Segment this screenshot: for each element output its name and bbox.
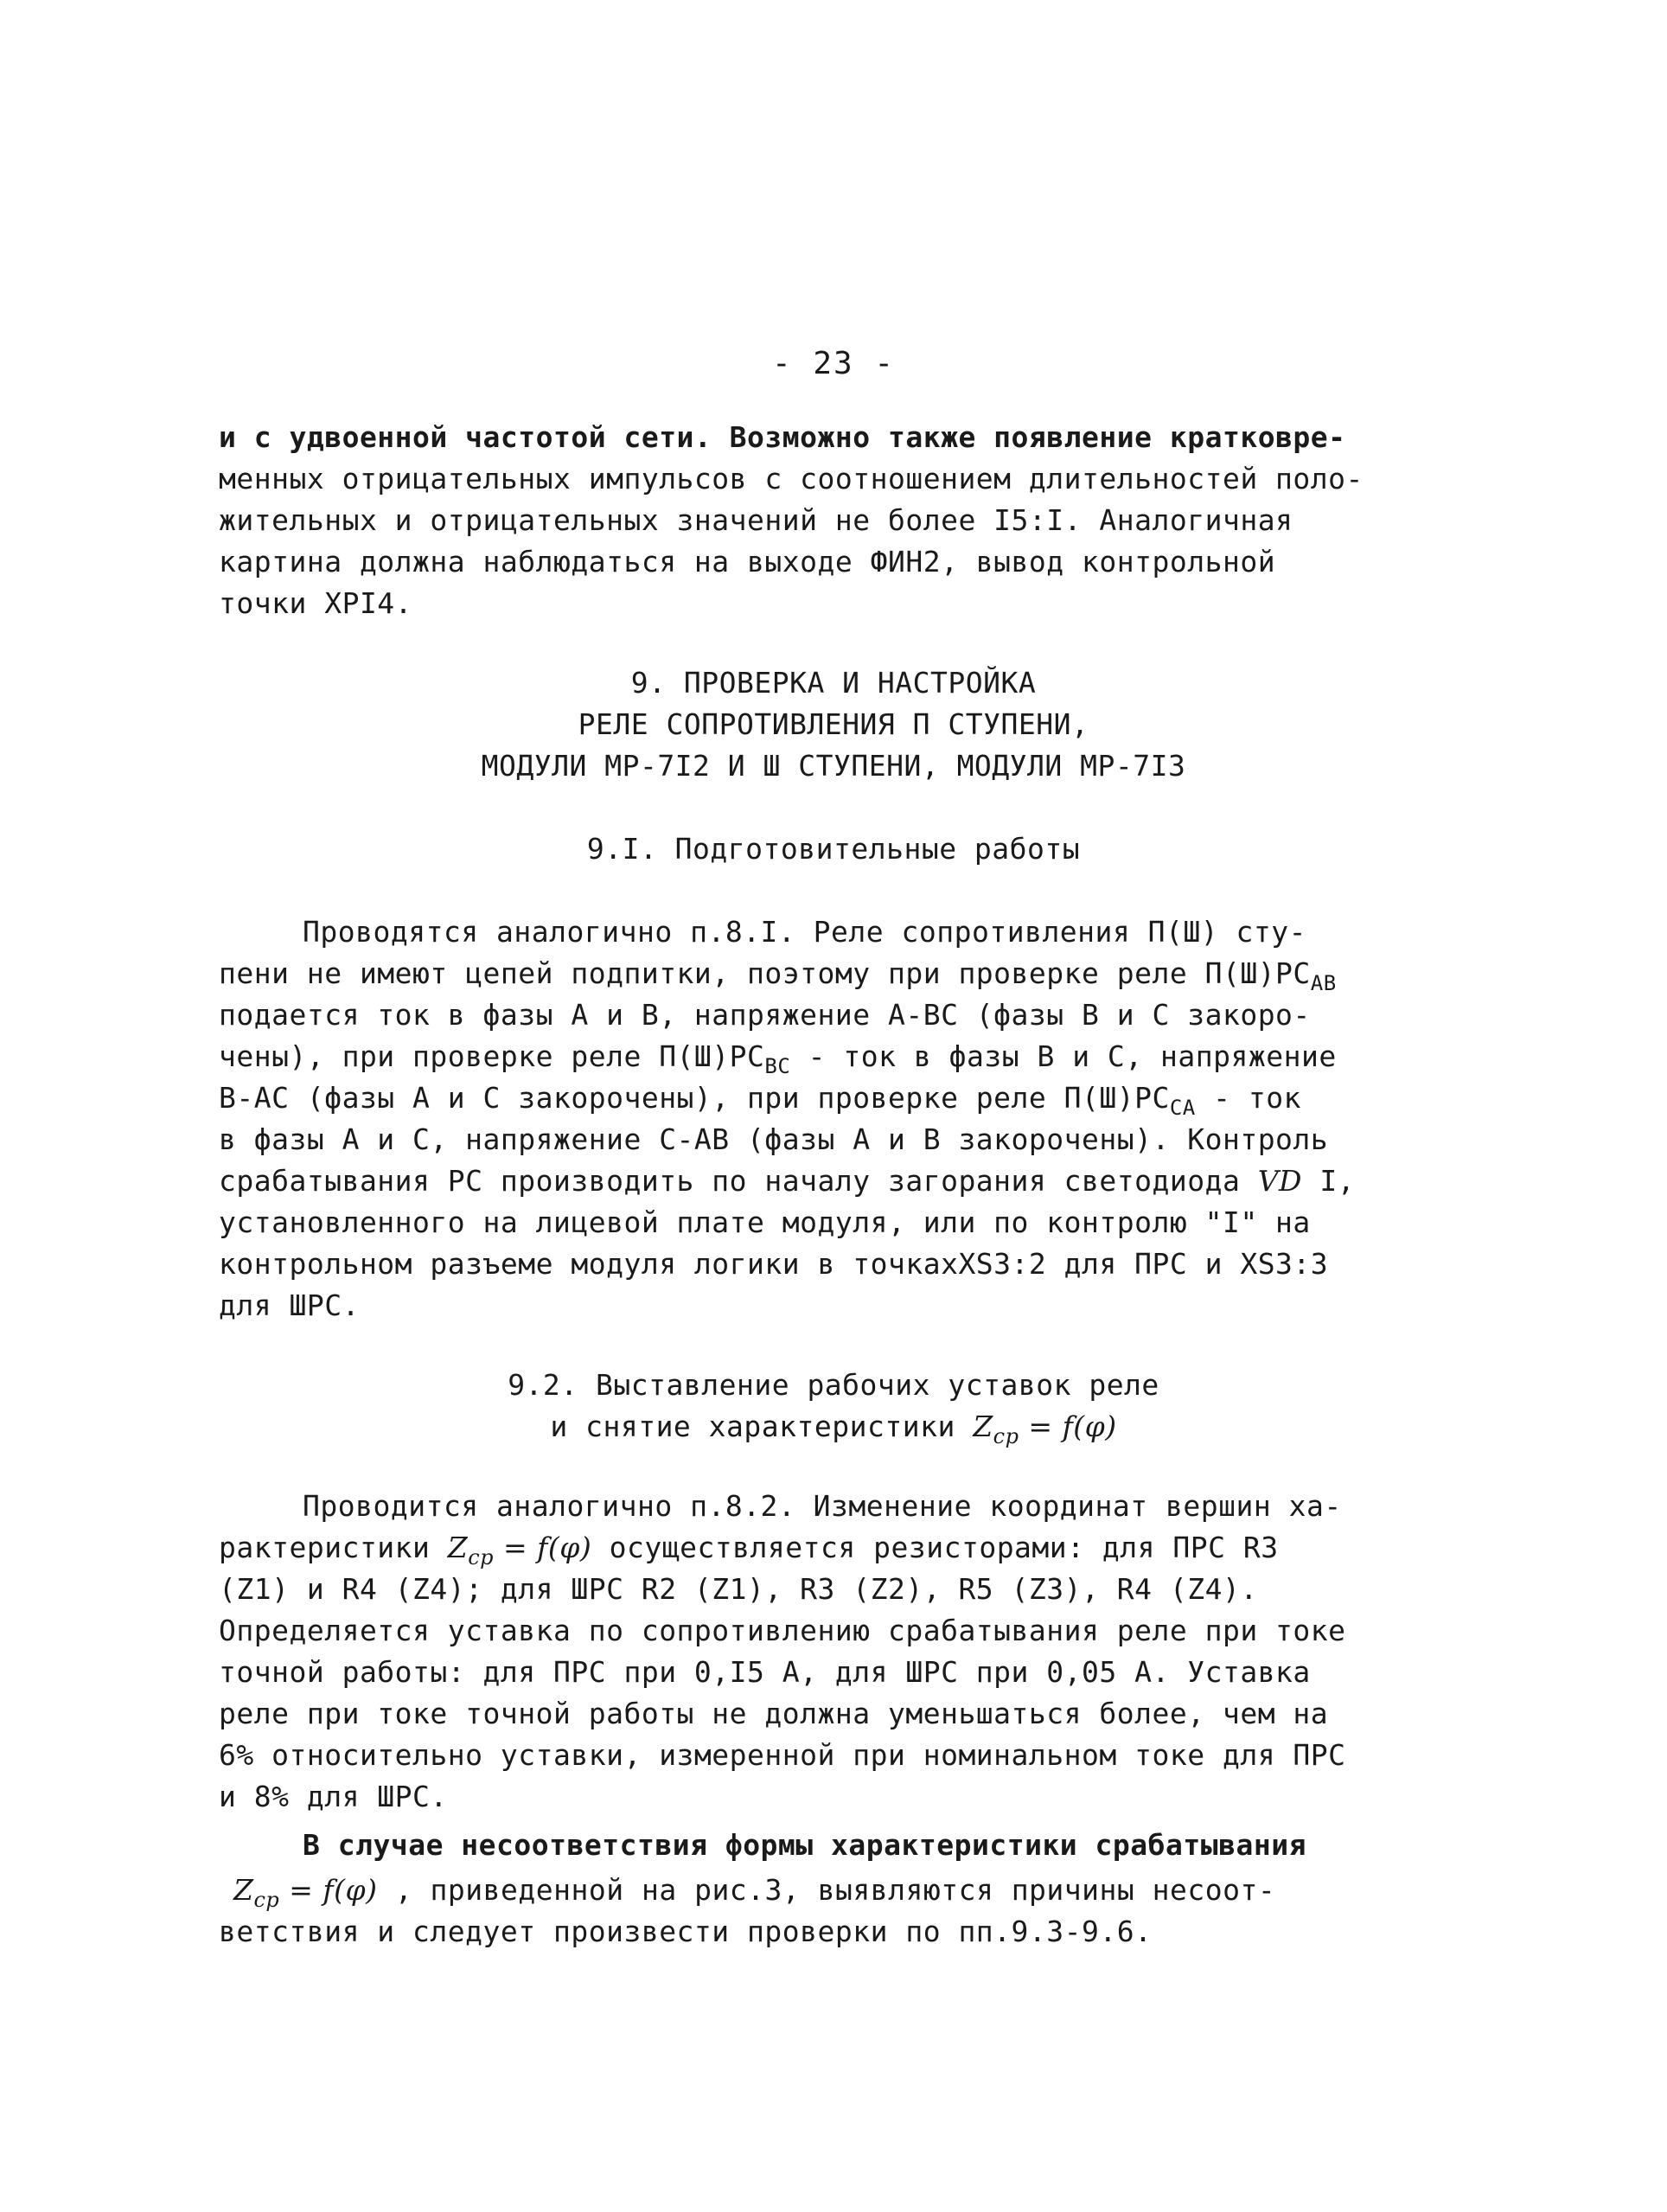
subscript: ср [253, 1888, 280, 1912]
body-line: (Z1) и R4 (Z4); для ШРС R2 (Z1), R3 (Z2), R5 (Z3), R4 (Z4). [219, 1572, 1258, 1606]
body-line: для ШРС. [219, 1288, 360, 1322]
section-title-line: 9. ПРОВЕРКА И НАСТРОЙКА [630, 666, 1037, 700]
body-text: пени не имеют цепей подпитки, поэтому при проверке реле П(Ш)РС [219, 956, 1311, 990]
body-text: В-АС (фазы А и С закорочены), при проверке реле П(Ш)РС [219, 1081, 1170, 1115]
body-line [233, 1870, 1275, 1911]
body-text: рактеристики [219, 1531, 448, 1564]
formula-rest: = f(φ) [1019, 1410, 1117, 1443]
body-text: , приведенной на рис.3, выявляются причины несоот- [377, 1873, 1276, 1907]
body-line: ветствия и следует произвести проверки по пп.9.3-9.6. [219, 1915, 1153, 1948]
formula-rest: = f(φ) [494, 1531, 592, 1564]
body-text: осуществляется резисторами: для ПРС R3 [591, 1531, 1279, 1564]
body-line: и 8% для ШРС. [219, 1780, 448, 1813]
subscript: ср [993, 1424, 1019, 1448]
formula-z: Z [233, 1873, 254, 1907]
body-line [219, 1036, 1337, 1077]
intro-line: точки ХРI4. [219, 586, 413, 620]
body-text: - ток [1195, 1081, 1301, 1115]
body-line: Проводятся аналогично п.8.I. Реле сопротивления П(Ш) сту- [303, 915, 1306, 949]
subsection-9-2-heading: 9.2. Выставление рабочих уставок реле [508, 1368, 1159, 1402]
subscript: ср [468, 1545, 495, 1569]
subscript: ВС [764, 1054, 791, 1078]
body-line [219, 1527, 1279, 1569]
subscript: СА [1169, 1096, 1196, 1120]
intro-line: картина должна наблюдаться на выходе ФИН2, вывод контрольной [219, 545, 1276, 579]
body-line [219, 1160, 1355, 1202]
formula-z: Z [447, 1531, 469, 1564]
heading-text: и снятие характеристики [550, 1410, 974, 1443]
intro-line: и с удвоенной частотой сети. Возможно также появление кратковре- [219, 420, 1346, 454]
body-line: реле при токе точной работы не должна уменьшаться более, чем на [219, 1697, 1329, 1730]
intro-line: жительных и отрицательных значений не более I5:I. Аналогичная [219, 503, 1293, 537]
body-text: I, [1302, 1164, 1356, 1198]
body-line: Проводится аналогично п.8.2. Изменение координат вершин ха- [303, 1489, 1342, 1523]
body-line: 6% относительно уставки, измеренной при номинальном токе для ПРС [219, 1738, 1346, 1772]
body-line: точной работы: для ПРС при 0,I5 А, для ШРС при 0,05 А. Уставка [219, 1655, 1311, 1689]
formula [447, 1531, 592, 1569]
body-text: срабатывания РС производить по началу загорания светодиода [219, 1164, 1258, 1198]
formula-z: Z [973, 1410, 993, 1443]
body-text: чены), при проверке реле П(Ш)РС [219, 1039, 765, 1073]
formula [973, 1410, 1117, 1448]
formula-rest: = f(φ) [279, 1873, 378, 1907]
body-line: Определяется уставка по сопротивлению срабатывания реле при токе [219, 1614, 1346, 1647]
body-line [219, 1077, 1301, 1119]
subsection-9-2-heading [0, 1406, 1667, 1448]
page-number: - 23 - [771, 346, 896, 381]
body-line: В случае несоответствия формы характеристики срабатывания [303, 1828, 1306, 1862]
body-line: в фазы А и С, напряжение С-АВ (фазы А и В закорочены). Контроль [219, 1122, 1329, 1156]
subscript: АВ [1310, 971, 1337, 995]
formula [233, 1873, 378, 1912]
body-line: контрольном разъеме модуля логики в точкахXS3:2 для ПРС и XS3:3 [219, 1247, 1329, 1281]
section-title-line: РЕЛЕ СОПРОТИВЛЕНИЯ П СТУПЕНИ, [578, 707, 1089, 741]
body-line [219, 953, 1337, 994]
body-line: установленного на лицевой плате модуля, или по контролю "I" на [219, 1205, 1311, 1239]
vd-symbol: VD [1257, 1164, 1302, 1198]
subsection-9-1-heading: 9.I. Подготовительные работы [586, 832, 1081, 866]
section-title-line: МОДУЛИ МР-7I2 И Ш СТУПЕНИ, МОДУЛИ МР-7I3 [481, 749, 1186, 783]
intro-line: менных отрицательных импульсов с соотношением длительностей поло- [219, 462, 1364, 495]
body-text: - ток в фазы В и С, напряжение [790, 1039, 1337, 1073]
body-line: подается ток в фазы А и В, напряжение А-ВС (фазы В и С закоро- [219, 998, 1311, 1032]
